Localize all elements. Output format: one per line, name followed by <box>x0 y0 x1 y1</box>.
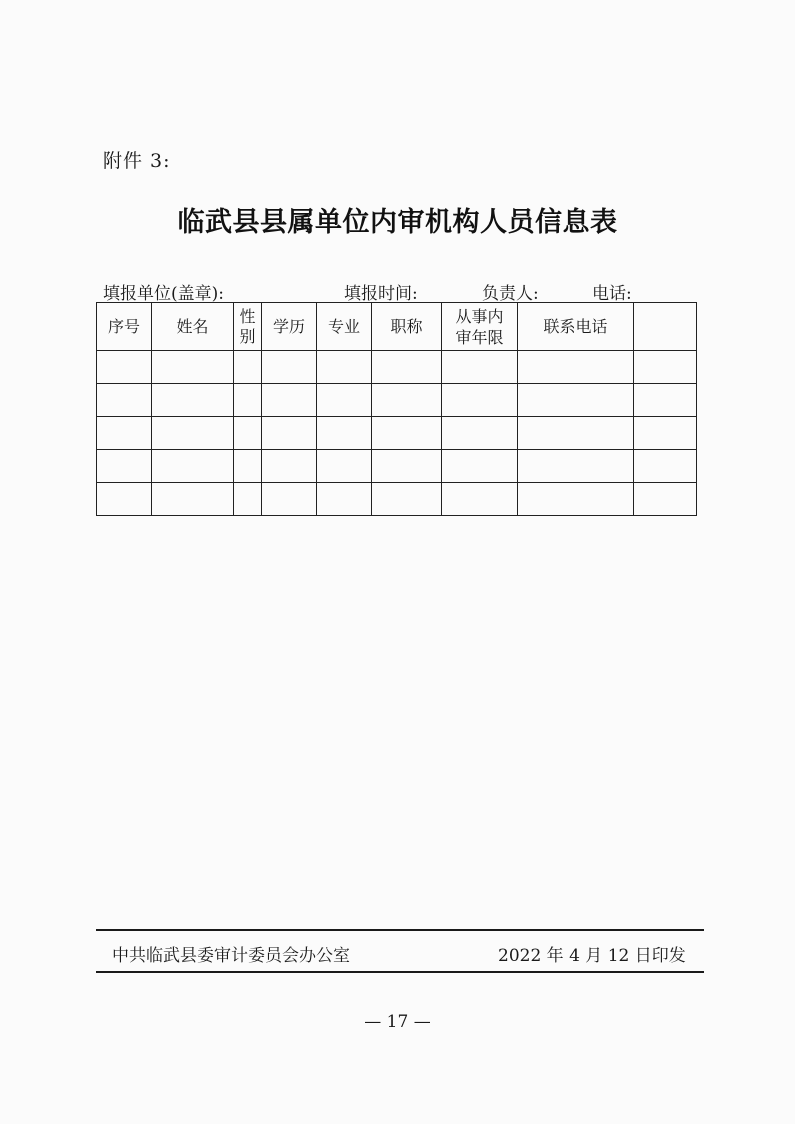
table-cell <box>372 450 442 483</box>
footer-date: 2022 年 4 月 12 日印发 <box>498 946 686 966</box>
table-cell <box>442 351 518 384</box>
header-cell: 姓名 <box>152 303 234 351</box>
header-cell: 学历 <box>262 303 317 351</box>
fill-person-label: 负责人: <box>482 284 539 304</box>
header-cell-text: 性别 <box>239 306 256 346</box>
fill-phone-label: 电话: <box>592 284 632 304</box>
table-cell <box>442 450 518 483</box>
header-cell: 联系电话 <box>518 303 634 351</box>
table-cell <box>634 351 697 384</box>
personnel-info-table <box>96 302 697 516</box>
table-cell <box>97 351 152 384</box>
table-cell <box>152 450 234 483</box>
table-cell <box>262 483 317 516</box>
table-cell <box>442 483 518 516</box>
table-cell <box>234 417 262 450</box>
table-cell <box>518 384 634 417</box>
table-cell <box>262 450 317 483</box>
table-row <box>97 351 697 384</box>
table-cell <box>317 384 372 417</box>
footer-bottom-rule <box>96 971 704 973</box>
footer-top-rule <box>96 929 704 931</box>
table-cell <box>97 483 152 516</box>
table-cell <box>372 483 442 516</box>
header-cell <box>442 303 518 351</box>
header-cell: 专业 <box>317 303 372 351</box>
table-cell <box>317 450 372 483</box>
table-cell <box>372 351 442 384</box>
table-row <box>97 417 697 450</box>
attachment-label: 附件 3: <box>103 150 171 172</box>
table-cell <box>97 450 152 483</box>
table-cell <box>442 417 518 450</box>
header-cell <box>634 303 697 351</box>
table-cell <box>234 384 262 417</box>
table-row <box>97 483 697 516</box>
table-cell <box>634 417 697 450</box>
table-cell <box>372 384 442 417</box>
table-cell <box>234 351 262 384</box>
table-cell <box>262 351 317 384</box>
fill-in-line <box>0 279 795 304</box>
table-cell <box>317 483 372 516</box>
table-cell <box>152 384 234 417</box>
header-cell: 序号 <box>97 303 152 351</box>
table-cell <box>634 384 697 417</box>
table-cell <box>634 483 697 516</box>
table-cell <box>152 483 234 516</box>
table-cell <box>518 351 634 384</box>
header-cell-text: 从事内审年限 <box>455 306 504 347</box>
table-cell <box>518 450 634 483</box>
table-cell <box>97 384 152 417</box>
document-title: 临武县县属单位内审机构人员信息表 <box>177 207 618 238</box>
table-cell <box>317 351 372 384</box>
page-number: — 17 — <box>364 1012 431 1032</box>
table-cell <box>317 417 372 450</box>
table-cell <box>634 450 697 483</box>
table-cell <box>152 351 234 384</box>
table-cell <box>262 384 317 417</box>
table-cell <box>442 384 518 417</box>
table-cell <box>262 417 317 450</box>
fill-unit-label: 填报单位(盖章): <box>103 284 224 304</box>
footer-issuer: 中共临武县委审计委员会办公室 <box>112 946 350 966</box>
table-cell <box>518 483 634 516</box>
fill-time-label: 填报时间: <box>344 284 418 304</box>
table-cell <box>372 417 442 450</box>
table-cell <box>152 417 234 450</box>
table-cell <box>97 417 152 450</box>
header-cell <box>234 303 262 351</box>
table-header-row <box>97 303 697 351</box>
table-row <box>97 450 697 483</box>
table-cell <box>234 450 262 483</box>
table-cell <box>234 483 262 516</box>
table-cell <box>518 417 634 450</box>
header-cell: 职称 <box>372 303 442 351</box>
table-row <box>97 384 697 417</box>
